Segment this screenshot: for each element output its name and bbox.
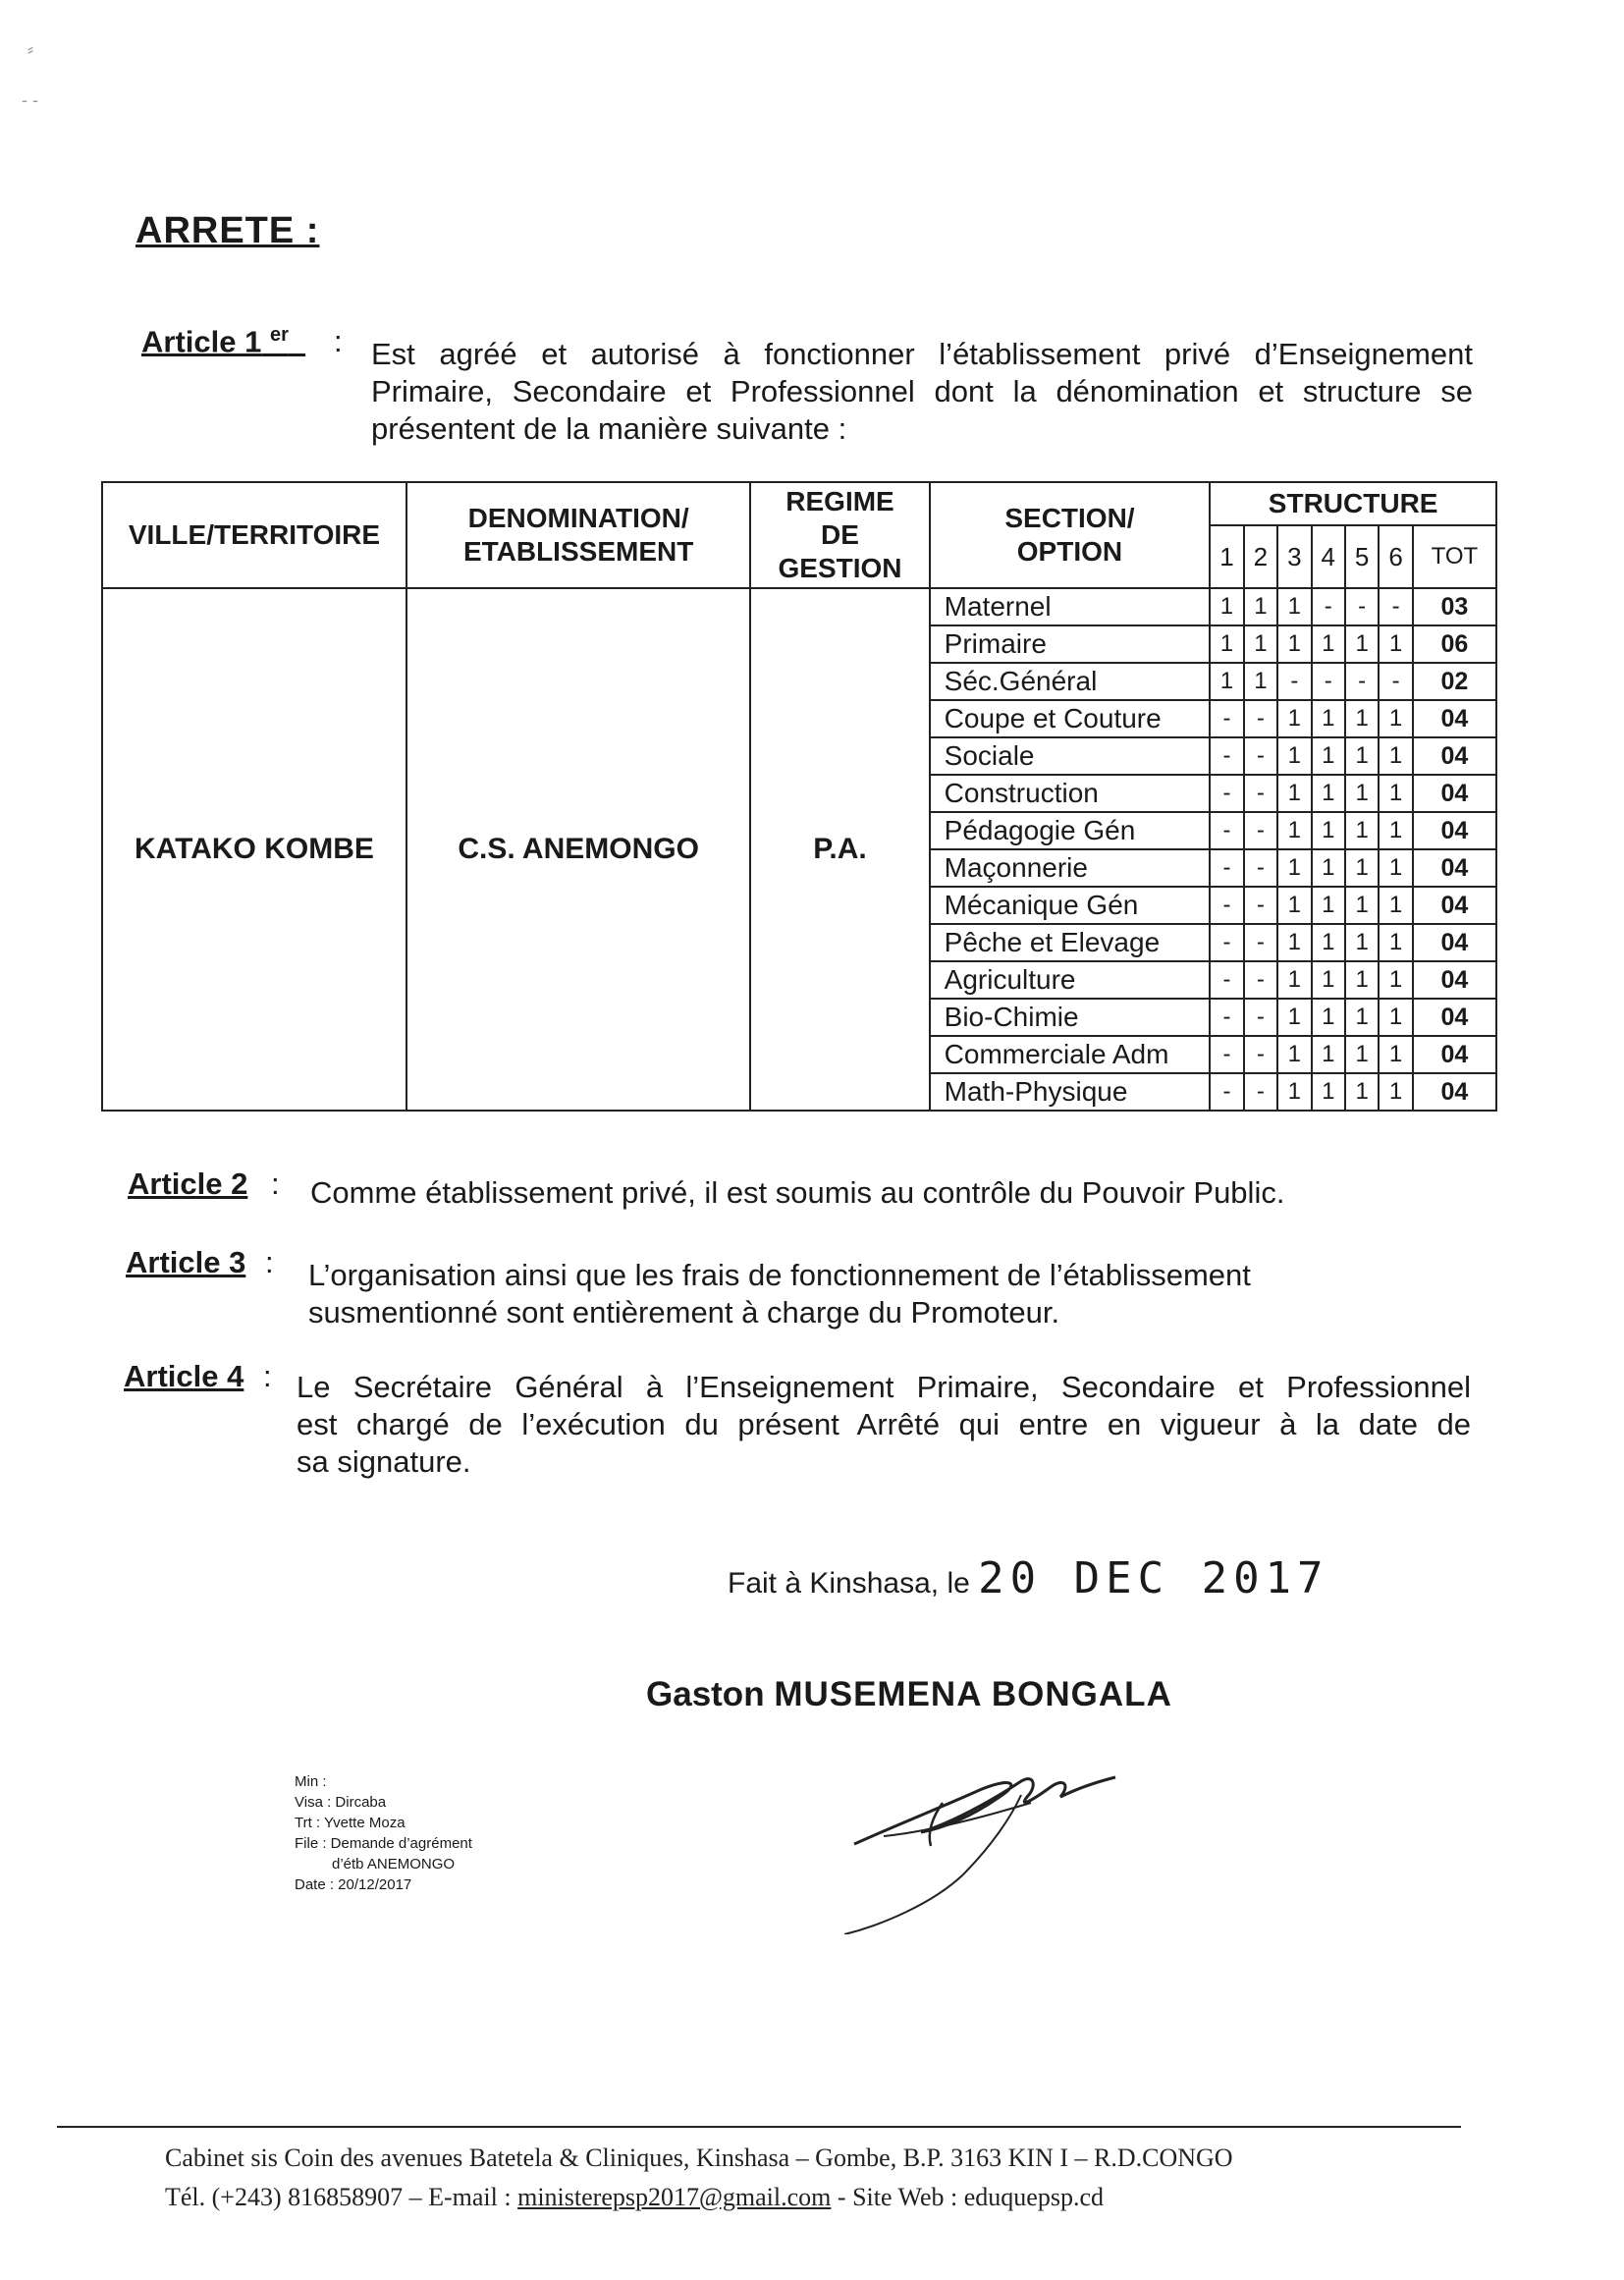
year-4-cell: 1 [1312, 625, 1345, 663]
year-2-cell: - [1244, 924, 1277, 961]
year-6-cell: 1 [1379, 887, 1412, 924]
year-5-cell: 1 [1345, 812, 1379, 849]
year-5-cell: 1 [1345, 999, 1379, 1036]
article-4-text: Le Secrétaire Général à l’Enseignement Primaire, Secondaire et Professionnel est chargé de l’exécution du présent Arrêté qui entre en vigueur à la date de sa signature. [297, 1370, 1471, 1479]
year-1-cell: 1 [1210, 625, 1243, 663]
header-section: SECTION/ OPTION [930, 482, 1211, 588]
signatory-name: Gaston MUSEMENA BONGALA [646, 1675, 1172, 1713]
header-denomination: DENOMINATION/ ETABLISSEMENT [406, 482, 750, 588]
year-3-cell: - [1277, 663, 1311, 700]
year-3-cell: 1 [1277, 588, 1311, 625]
year-1-cell: - [1210, 999, 1243, 1036]
article-2-colon: : [271, 1167, 280, 1201]
year-2-cell: - [1244, 887, 1277, 924]
year-4-cell: 1 [1312, 999, 1345, 1036]
year-5-cell: 1 [1345, 700, 1379, 737]
regime-cell: P.A. [750, 588, 929, 1111]
year-5-cell: 1 [1345, 849, 1379, 887]
year-2-cell: - [1244, 737, 1277, 775]
place-date-text: Fait à Kinshasa, le [728, 1567, 970, 1600]
year-4-cell: 1 [1312, 1036, 1345, 1073]
year-6-cell: - [1379, 663, 1412, 700]
year-6-cell: 1 [1379, 775, 1412, 812]
footer [165, 2139, 1233, 2217]
structure-table [101, 481, 1497, 1112]
year-4-cell: 1 [1312, 961, 1345, 999]
year-5-cell: 1 [1345, 1036, 1379, 1073]
year-5-cell: 1 [1345, 737, 1379, 775]
total-cell: 04 [1413, 961, 1496, 999]
section-cell: Bio-Chimie [930, 999, 1211, 1036]
scan-mark: - - [22, 90, 38, 110]
year-6-cell: 1 [1379, 700, 1412, 737]
year-3-cell: 1 [1277, 1073, 1311, 1111]
year-4-cell: 1 [1312, 812, 1345, 849]
article-3-colon: : [265, 1245, 274, 1279]
year-2-cell: - [1244, 999, 1277, 1036]
year-6-cell: 1 [1379, 737, 1412, 775]
header-ville: VILLE/TERRITOIRE [102, 482, 406, 588]
section-cell: Math-Physique [930, 1073, 1211, 1111]
year-6-cell: 1 [1379, 1036, 1412, 1073]
article-2-text: Comme établissement privé, il est soumis au contrôle du Pouvoir Public. [310, 1175, 1285, 1210]
section-cell: Pêche et Elevage [930, 924, 1211, 961]
scan-mark: ⸗ [27, 39, 33, 59]
year-4-cell: 1 [1312, 849, 1345, 887]
year-3-cell: 1 [1277, 924, 1311, 961]
year-1-cell: 1 [1210, 588, 1243, 625]
year-2-cell: - [1244, 700, 1277, 737]
year-1-cell: - [1210, 700, 1243, 737]
year-5-cell: 1 [1345, 775, 1379, 812]
total-cell: 04 [1413, 737, 1496, 775]
year-4-cell: 1 [1312, 887, 1345, 924]
header-year-6: 6 [1379, 525, 1412, 588]
year-4-cell: 1 [1312, 1073, 1345, 1111]
year-1-cell: - [1210, 1036, 1243, 1073]
section-cell: Séc.Général [930, 663, 1211, 700]
ville-cell: KATAKO KOMBE [102, 588, 406, 1111]
total-cell: 04 [1413, 887, 1496, 924]
year-3-cell: 1 [1277, 775, 1311, 812]
year-5-cell: 1 [1345, 961, 1379, 999]
handwritten-signature [825, 1738, 1139, 1934]
section-cell: Sociale [930, 737, 1211, 775]
header-total: TOT [1413, 525, 1496, 588]
footer-contact: Tél. (+243) 816858907 – E-mail : ministerepsp2017@gmail.com - Site Web : eduquepsp.cd [165, 2183, 1105, 2211]
article-1-colon: : [334, 324, 343, 358]
total-cell: 06 [1413, 625, 1496, 663]
section-cell: Maternel [930, 588, 1211, 625]
year-3-cell: 1 [1277, 999, 1311, 1036]
total-cell: 04 [1413, 700, 1496, 737]
year-3-cell: 1 [1277, 849, 1311, 887]
year-3-cell: 1 [1277, 1036, 1311, 1073]
total-cell: 04 [1413, 775, 1496, 812]
date-stamp: 20 DEC 2017 [978, 1553, 1329, 1603]
total-cell: 04 [1413, 924, 1496, 961]
total-cell: 04 [1413, 849, 1496, 887]
footer-email-link[interactable]: ministerepsp2017@gmail.com [517, 2183, 832, 2211]
section-cell: Primaire [930, 625, 1211, 663]
header-year-5: 5 [1345, 525, 1379, 588]
footer-address: Cabinet sis Coin des avenues Batetela & Cliniques, Kinshasa – Gombe, B.P. 3163 KIN I – R.D.CONGO [165, 2144, 1233, 2172]
header-year-4: 4 [1312, 525, 1345, 588]
year-2-cell: 1 [1244, 625, 1277, 663]
section-cell: Pédagogie Gén [930, 812, 1211, 849]
year-2-cell: - [1244, 849, 1277, 887]
year-6-cell: 1 [1379, 625, 1412, 663]
section-cell: Mécanique Gén [930, 887, 1211, 924]
year-4-cell: 1 [1312, 737, 1345, 775]
year-3-cell: 1 [1277, 700, 1311, 737]
section-cell: Coupe et Couture [930, 700, 1211, 737]
year-6-cell: 1 [1379, 849, 1412, 887]
year-2-cell: 1 [1244, 588, 1277, 625]
article-1-text: Est agréé et autorisé à fonctionner l’établissement privé d’Enseignement Primaire, Secondaire et Professionnel dont la dénomination et structure se présentent de la manière suivante : [371, 337, 1473, 446]
year-5-cell: 1 [1345, 924, 1379, 961]
year-3-cell: 1 [1277, 625, 1311, 663]
year-2-cell: - [1244, 961, 1277, 999]
header-regime: REGIME DE GESTION [750, 482, 929, 588]
total-cell: 04 [1413, 1073, 1496, 1111]
year-4-cell: 1 [1312, 700, 1345, 737]
section-cell: Maçonnerie [930, 849, 1211, 887]
year-5-cell: 1 [1345, 625, 1379, 663]
total-cell: 04 [1413, 1036, 1496, 1073]
article-1-label: Article 1 $^{er}$ [141, 324, 289, 359]
total-cell: 03 [1413, 588, 1496, 625]
year-1-cell: - [1210, 737, 1243, 775]
year-6-cell: 1 [1379, 1073, 1412, 1111]
article-4-colon: : [263, 1359, 272, 1393]
year-5-cell: 1 [1345, 887, 1379, 924]
year-2-cell: - [1244, 812, 1277, 849]
section-cell: Construction [930, 775, 1211, 812]
year-4-cell: 1 [1312, 924, 1345, 961]
year-2-cell: - [1244, 1036, 1277, 1073]
header-year-3: 3 [1277, 525, 1311, 588]
year-4-cell: 1 [1312, 775, 1345, 812]
year-3-cell: 1 [1277, 887, 1311, 924]
year-1-cell: - [1210, 887, 1243, 924]
year-3-cell: 1 [1277, 737, 1311, 775]
section-cell: Agriculture [930, 961, 1211, 999]
year-1-cell: - [1210, 1073, 1243, 1111]
reference-block: Min : Visa : Dircaba Trt : Yvette Moza File : Demande d’agrément d’étb ANEMONGO Date : 20/12/2017 [295, 1773, 472, 1893]
article-3-text: L’organisation ainsi que les frais de fonctionnement de l’établissement susmentionné sont entièrement à charge du Promoteur. [308, 1258, 1251, 1330]
header-year-2: 2 [1244, 525, 1277, 588]
year-4-cell: - [1312, 663, 1345, 700]
footer-divider [57, 2126, 1461, 2128]
section-cell: Commerciale Adm [930, 1036, 1211, 1073]
year-5-cell: - [1345, 663, 1379, 700]
total-cell: 04 [1413, 812, 1496, 849]
table-row [102, 588, 1496, 625]
year-3-cell: 1 [1277, 812, 1311, 849]
year-1-cell: 1 [1210, 663, 1243, 700]
total-cell: 02 [1413, 663, 1496, 700]
year-6-cell: 1 [1379, 999, 1412, 1036]
year-6-cell: 1 [1379, 924, 1412, 961]
header-structure: STRUCTURE [1210, 482, 1496, 525]
etablissement-cell: C.S. ANEMONGO [406, 588, 750, 1111]
year-1-cell: - [1210, 849, 1243, 887]
article-4-label: Article 4 [124, 1359, 244, 1393]
year-2-cell: - [1244, 775, 1277, 812]
year-3-cell: 1 [1277, 961, 1311, 999]
article-2-label: Article 2 [128, 1167, 248, 1201]
year-1-cell: - [1210, 812, 1243, 849]
year-6-cell: 1 [1379, 961, 1412, 999]
year-5-cell: - [1345, 588, 1379, 625]
year-4-cell: - [1312, 588, 1345, 625]
year-1-cell: - [1210, 961, 1243, 999]
page-title: ARRETE : [135, 210, 320, 251]
year-6-cell: 1 [1379, 812, 1412, 849]
article-3-label: Article 3 [126, 1245, 246, 1279]
year-2-cell: - [1244, 1073, 1277, 1111]
year-6-cell: - [1379, 588, 1412, 625]
header-year-1: 1 [1210, 525, 1243, 588]
year-2-cell: 1 [1244, 663, 1277, 700]
place-date [728, 1553, 1329, 1603]
year-1-cell: - [1210, 775, 1243, 812]
total-cell: 04 [1413, 999, 1496, 1036]
year-1-cell: - [1210, 924, 1243, 961]
year-5-cell: 1 [1345, 1073, 1379, 1111]
